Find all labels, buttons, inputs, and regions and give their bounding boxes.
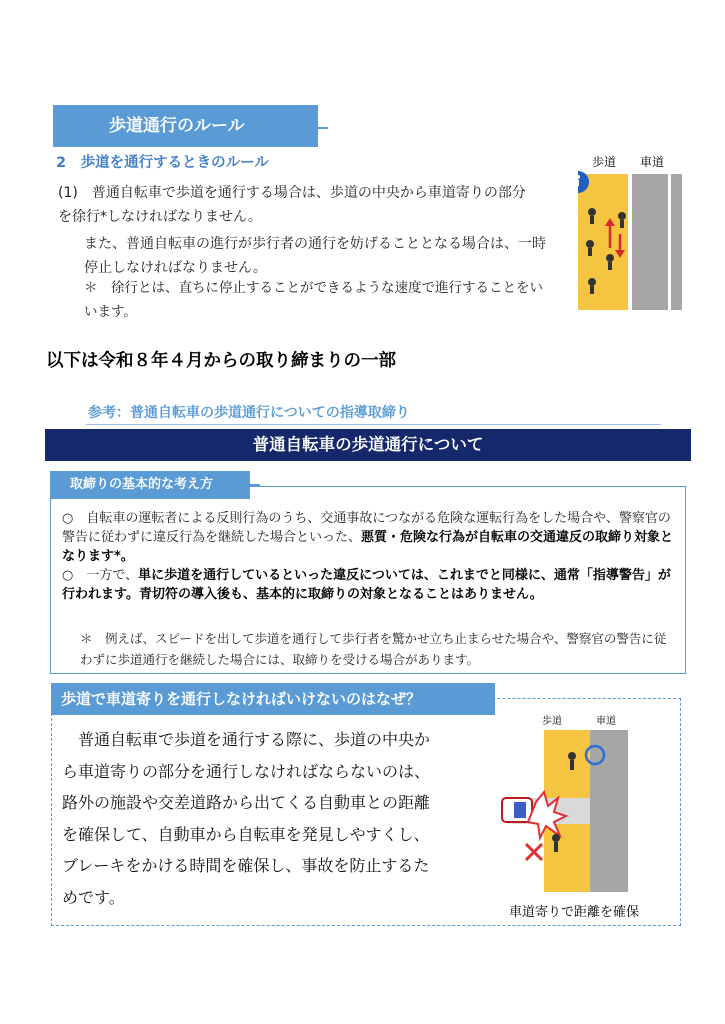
sidewalk-diagram-top: [578, 152, 682, 310]
lane-line: [668, 174, 671, 310]
policy-item-1: ○ 自転車の運転者による反則行為のうち、交通事故につながる危険な運転行為をした場合や、警察官の警告に従わずに違反行為を継続した場合といった、悪質・危険な行為が自転車の交通違反の取締り対象となります*。: [62, 511, 674, 564]
sub-heading: 2 歩道を通行するときのルール: [56, 155, 269, 171]
slow-definition-note: ＊ 徐行とは、直ちに停止することができるような速度で進行することをいいます。: [84, 280, 543, 320]
section-title-bar: 普通自転車の歩道通行について: [45, 429, 691, 461]
banner-connector: [318, 127, 328, 129]
roadway-area-2: [590, 730, 628, 892]
reference-underline: [86, 424, 661, 425]
rule-banner: 歩道通行のルール: [53, 105, 318, 147]
curb-line: [628, 174, 632, 310]
rule-paragraph-2: また、普通自転車の進行が歩行者の通行を妨げることとなる場合は、一時停止しなければなりません。: [84, 236, 546, 276]
policy-note: ＊ 例えば、スピードを出して歩道を通行して歩行者を驚かせ立ち止まらせた場合や、警察官の警告に従わずに歩道通行を継続した場合には、取締りを受ける場合があります。: [80, 631, 667, 667]
diagram-caption: 車道寄りで距離を確保: [509, 905, 640, 920]
sidewalk-upper: [544, 730, 590, 798]
car-icon: [502, 798, 532, 822]
why-section-tab: 歩道で車道寄りを通行しなければいけないのはなぜ？: [51, 683, 495, 715]
tab-connector: [250, 484, 260, 486]
policy-item-2: ○ 一方で、単に歩道を通行しているといった違反については、これまでと同様に、通常「指導警告」が行われます。青切符の導入後も、基本的に取締りの対象となることはありません。: [62, 568, 671, 602]
sidewalk-lower: [544, 824, 590, 892]
basic-policy-tab: 取締りの基本的な考え方: [50, 471, 250, 499]
roadway-label-2: 車道: [596, 716, 616, 727]
why-explanation: 普通自転車で歩道を通行する際に、歩道の中央から車道寄りの部分を通行しなければならないのは、路外の施設や交差道路から出てくる自動車との距離を確保して、自動車から自転車を発見しやすくし、ブレーキをかける時間を確保し、事故を防止するためです。: [62, 730, 431, 907]
rule-paragraph-1: (1) 普通自転車で歩道を通行する場合は、歩道の中央から車道寄りの部分を徐行*しなければなりません。: [58, 185, 526, 225]
sidewalk-label: 歩道: [592, 155, 617, 169]
sidewalk-label-2: 歩道: [542, 716, 562, 727]
enforcement-notice: 以下は令和８年４月からの取り締まりの一部: [46, 351, 396, 371]
roadway-area: [632, 174, 682, 310]
roadway-label: 車道: [640, 155, 665, 169]
reference-title: 参考：普通自転車の歩道通行についての指導取締り: [88, 405, 410, 421]
sidewalk-diagram-bottom: [496, 712, 636, 894]
